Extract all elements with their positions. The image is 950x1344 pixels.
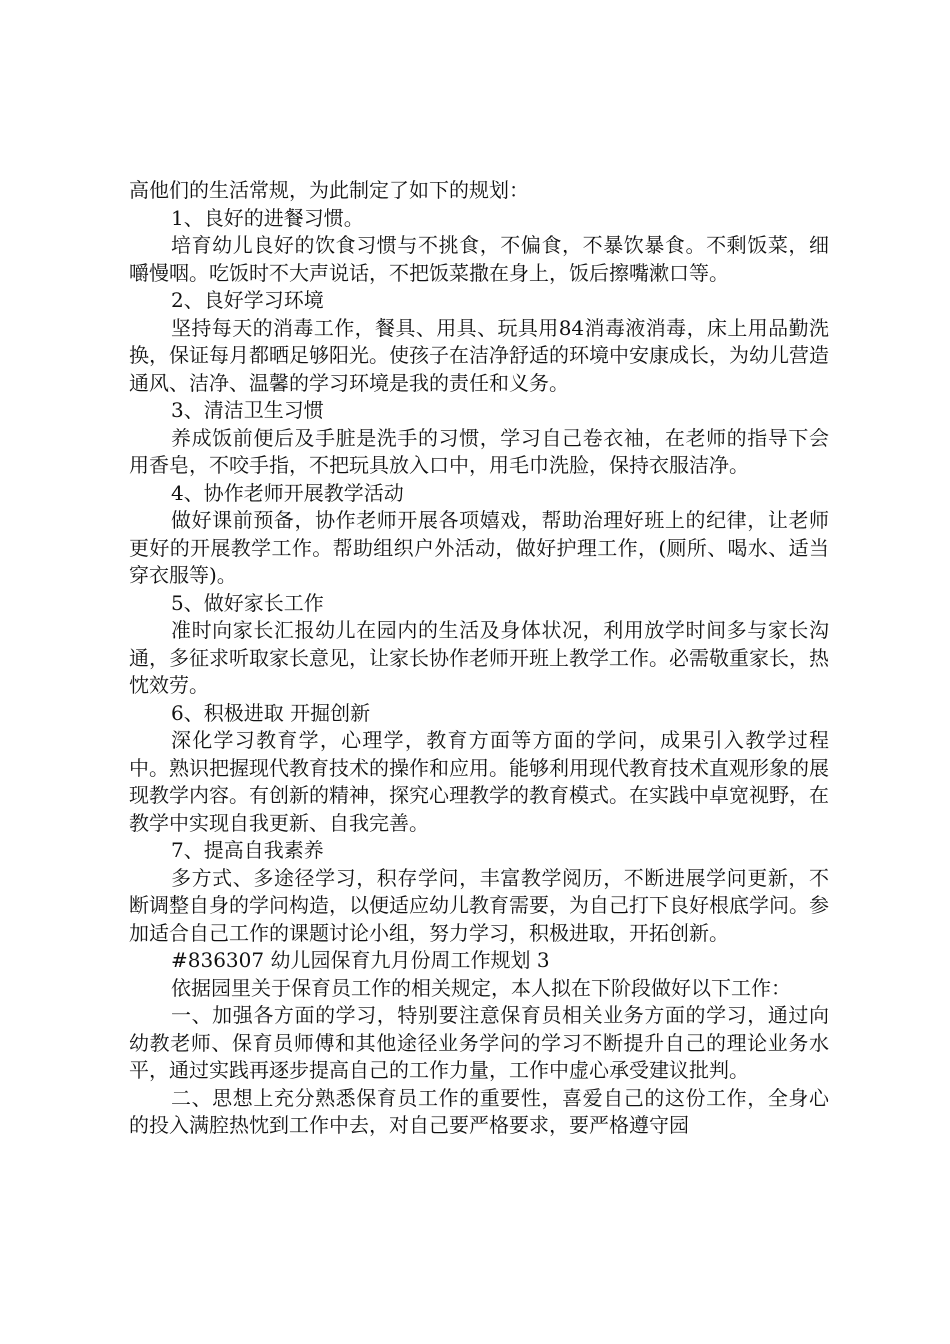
section-heading: 1、良好的进餐习惯。 — [171, 205, 364, 230]
body-paragraph: 坚持每天的消毒工作，餐具、用具、玩具用84消毒液消毒，床上用品勤洗换，保证每月都晒足够阳光。使孩子在洁净舒适的环境中安康成长，为幼儿营造通风、洁净、温馨的学习环境是我的责任和义务。 — [129, 315, 829, 395]
section-heading: 7、提高自我素养 — [171, 838, 324, 862]
body-paragraph: 多方式、多途径学习，积存学问，丰富教学阅历，不断进展学问更新，不断调整自身的学问构造，以便适应幼儿教育需要，为自己打下良好根底学问。参加适合自己工作的课题讨论小组，努力学习，积极进取，开拓创新。 — [129, 865, 829, 945]
document-body — [129, 177, 829, 1140]
body-paragraph: 高他们的生活常规，为此制定了如下的规划： — [129, 178, 529, 202]
body-paragraph: 准时向家长汇报幼儿在园内的生活及身体状况，利用放学时间多与家长沟通，多征求听取家长意见，让家长协作老师开班上教学工作。必需敬重家长，热忱效劳。 — [129, 618, 829, 697]
section-heading: 6、积极进取 开掘创新 — [171, 700, 371, 725]
section-heading: 5、做好家长工作 — [171, 590, 324, 615]
body-paragraph: 深化学习教育学，心理学，教育方面等方面的学问，成果引入教学过程中。熟识把握现代教育技术的操作和应用。能够利用现代教育技术直观形象的展现教学内容。有创新的精神，探究心理教学的教育模式。在实践中卓宽视野，在教学中实现自我更新、自我完善。 — [129, 728, 829, 835]
body-paragraph: 一、加强各方面的学习，特别要注意保育员相关业务方面的学习，通过向幼教老师、保育员师傅和其他途径业务学问的学习不断提升自己的理论业务水平，通过实践再逐步提高自己的工作力量，工作中虚心承受建议批判。 — [129, 1003, 829, 1082]
body-paragraph: 二、思想上充分熟悉保育员工作的重要性，喜爱自己的这份工作，全身心的投入满腔热忱到工作中去，对自己要严格要求，要严格遵守园 — [129, 1085, 829, 1137]
section-heading: 4、协作老师开展教学活动 — [171, 480, 404, 505]
body-paragraph: 培育幼儿良好的饮食习惯与不挑食，不偏食，不暴饮暴食。不剩饭菜，细嚼慢咽。吃饭时不大声说话，不把饭菜撒在身上，饭后擦嘴漱口等。 — [129, 233, 829, 285]
body-paragraph: 依据园里关于保育员工作的相关规定，本人拟在下阶段做好以下工作： — [171, 975, 791, 1000]
section-heading: #836307 幼儿园保育九月份周工作规划 3 — [171, 948, 550, 972]
body-paragraph: 做好课前预备，协作老师开展各项嬉戏，帮助治理好班上的纪律，让老师更好的开展教学工作。帮助组织户外活动，做好护理工作，(厕所、喝水、适当穿衣服等)。 — [129, 508, 829, 587]
section-heading: 2、良好学习环境 — [171, 288, 324, 312]
body-paragraph: 养成饭前便后及手脏是洗手的习惯，学习自己卷衣袖，在老师的指导下会用香皂，不咬手指，不把玩具放入口中，用毛巾洗脸，保持衣服洁净。 — [129, 425, 829, 477]
section-heading: 3、清洁卫生习惯 — [171, 398, 324, 422]
